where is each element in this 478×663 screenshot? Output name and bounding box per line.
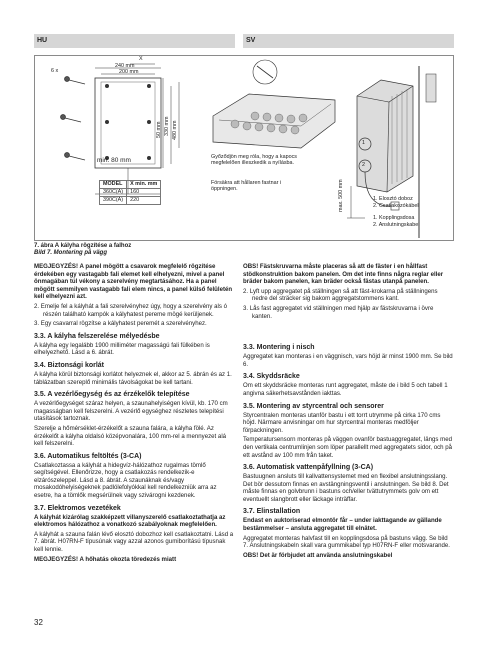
- section-title: 3.4. Biztonsági korlát: [34, 361, 105, 369]
- section-title: 3.5. Montering av styrcentral och sensorer: [243, 402, 384, 410]
- lang-bar-sv: [243, 34, 454, 48]
- dim-330-label: 330 mm: [164, 116, 170, 136]
- warning-sv: OBS! Fästskruvarna måste placeras så att de fäster i en hållfast stödkonstruktion bakom panelen. Om det inte finns några reglar eller bräder bakom panelen, kan bräder också fästas utanpå panelen.: [243, 263, 444, 286]
- dim-x-label: X: [139, 56, 143, 62]
- section-title: 3.6. Automatisk vattenpåfyllning (3-CA): [243, 464, 374, 472]
- legend-item: 2. Csatlakozókábel: [373, 203, 419, 209]
- section-title: 3.3. Montering i nisch: [243, 344, 315, 352]
- table-row: [100, 197, 161, 205]
- section-text: A kályhát a szauna falán lévő elosztó dobozhoz kell csatlakoztatni. Lásd a 7. ábrát. H07RN-F típusúnak vagy azzal azonos gumiborítású típusnak kell lennie.: [34, 530, 234, 554]
- max500-label: max. 500 mm: [338, 179, 344, 212]
- table-cell: 220: [127, 197, 161, 205]
- section-title: 3.3. A kályha felszerelése mélyedésbe: [34, 332, 160, 340]
- table-cell: 160: [127, 189, 161, 197]
- figure-caption-sv-text: Bild 7. Montering på vägg: [34, 250, 108, 256]
- legend-item: 1. Elosztó doboz: [373, 196, 413, 202]
- dim-240-label: 240 mm: [115, 63, 135, 69]
- section-text: Aggregatet kan monteras i en väggnisch, vars höjd är minst 1900 mm. Se bild 6.: [243, 353, 453, 368]
- section-text: Szerelje a hőmérséklet-érzékelőt a szauna falára, a kályha fölé. Az érzékelőt a kályha oldalsó középvonalára, 100 mm-rel a mennyezet alá kell felszerelni.: [34, 424, 227, 448]
- model-table: [99, 180, 161, 205]
- section-text: A vezérlőegységet száraz helyen, a szaunahelyiségen kívül, kb. 170 cm magasságban kell felszerelni. A vezérlő egységhez részletes telepítési utasítások tartoznak.: [34, 400, 228, 423]
- section-note: MEGJEGYZÉS! A hőhatás okozta töredezés miatt: [34, 555, 177, 563]
- page-number: 32: [34, 618, 43, 627]
- warning-hu: MEGJEGYZÉS! A panel mögött a csavarok megfelelő rögzítése érdekében egy vastagabb fali elemet kell elhelyezni, mivel a panel önmagában túl vékony a szerelvény megtartásához. Ha a panel mögött semmilyen vastagabb fali elem nincs, a panel külső felületén kell elhelyezni azt.: [34, 263, 233, 301]
- column-hu: [34, 263, 235, 565]
- figure-7-wall-mount: [34, 55, 454, 241]
- dim-6x-label: 6 x: [51, 68, 59, 74]
- circle-label-2: 2: [362, 162, 365, 168]
- section-text: Csatlakoztassa a kályhát a hidegvíz-hálózathoz rugalmas tömlő segítségével. Ellenőrizze, hogy a csatlakozás rendelkezik-e elzárószeleppel. Lásd a 8. ábrát. A szaunáknak és/vagy mosakodóhelyiségeknek padlólefolyókkal kell rendelkezniük arra az esetre, ha a tömlők megsérülnek vagy szivárogni kezdenek.: [34, 461, 217, 500]
- section-title: 3.7. Elektromos vezetékek: [34, 504, 121, 512]
- section-title: 3.5. A vezérlőegység és az érzékelők telepítése: [34, 391, 190, 399]
- table-cell: 360C(A): [100, 189, 127, 197]
- section-title: 3.6. Automatikus feltöltés (3-CA): [34, 452, 142, 460]
- section-text: Aggregatet monteras halvfast till en kopplingsdosa på bastuns vägg. Se bild 7. Anslutningskabeln skall vara gummikabel typ H07RN-F eller motsvarande.: [243, 534, 450, 550]
- figure-note-hu: Győződjön meg róla, hogy a kapocs megfelelően illeszkedik a nyílásba.: [211, 154, 298, 167]
- section-text: Bastuugnen ansluts till kallvattensystemet med en flexibel anslutningsslang. Det bör dessutom finnas en avstängningsventil i anslutningen. Se bild 8. Det måste finnas en golvbrunn i bastuns och/eller tvättutrymmets golv om ett eventuellt slangbrott eller läckage inträffar.: [243, 473, 449, 503]
- column-sv: [243, 263, 454, 561]
- section-text-bold: A kályhát kizárólag szakképzett villanyszerelő csatlakoztathatja az elektromos hálózathoz a vonatkozó szabályoknak megfelelően.: [34, 513, 226, 529]
- min80-label: min. 80 mm: [97, 157, 131, 164]
- section-text: A kályha egy legalább 1900 milliméter magasságú fali fülkében is elhelyezhető. Lásd a 6. ábrát.: [34, 341, 210, 357]
- section-note: OBS! Det är förbjudet att använda anslutningskabel: [243, 551, 393, 559]
- lang-label-sv: SV: [246, 37, 256, 44]
- dim-50-label: 50 mm: [156, 121, 162, 138]
- figure-note-sv: Försäkra att hållaren fastnar i öppningen.: [211, 180, 282, 193]
- section-title: 3.7. Elinstallation: [243, 508, 301, 516]
- lang-bar-hu: [34, 34, 235, 48]
- section-title: 3.4. Skyddsräcke: [243, 373, 300, 381]
- section-text: Om ett skyddsräcke monteras runt aggregatet, måste de i bild 5 och tabell 1 angivna säkerhetsavstånden iakttas.: [243, 382, 448, 397]
- list-item: 3. Lås fast aggregatet vid ställningen med hjälp av fästskruvarna i övre kanten.: [243, 304, 434, 320]
- section-text: Styrcentralen monteras utanför bastu i ett torrt utrymme på cirka 170 cms höjd. Närmare anvisningar om hur styrcentral monteras medföljer förpackningen.: [243, 411, 441, 434]
- list-item: 2. Lyft upp aggregatet på ställningen så att fäst-krokarna på ställningens nedre del sträcker sig bakom aggregatstommens kant.: [243, 287, 438, 303]
- dim-200-label: 200 mm: [119, 69, 139, 75]
- table-header-cell: X min. mm: [127, 181, 161, 189]
- legend-item: 1. Kopplingsdosa: [373, 215, 415, 221]
- dim-480-label: 480 mm: [172, 120, 178, 140]
- circle-label-1: 1: [362, 140, 365, 146]
- section-text: A kályha körül biztonsági korlátot helyeznek el, akkor az 5. ábrán és az 1. táblázatban szereplő minimális távolságokat be kell tartani.: [34, 370, 232, 386]
- figure-caption-sv: [34, 250, 107, 257]
- table-cell: 390C(A): [100, 197, 127, 205]
- section-text-bold: Endast en auktoriserad elmontör får – under iakttagande av gällande bestämmelser – ansluta aggregatet till elnätet.: [243, 517, 442, 533]
- legend-item: 2. Anslutningskabel: [373, 222, 420, 228]
- section-text: Temperatursensorn monteras på väggen ovanför bastuaggregatet, längs med den vertikala centrumlinjen som löper parallellt med aggregatets sidor, och på ett avstånd av 100 mm från taket.: [243, 436, 453, 459]
- table-header-cell: MODEL: [100, 181, 127, 189]
- list-item: 3. Egy csavarral rögzítse a kályhatest peremét a szerelvényhez.: [34, 320, 207, 328]
- lang-label-hu: HU: [37, 37, 48, 44]
- figure-caption-hu: 7. ábra A kályha rögzítése a falhoz: [34, 243, 132, 249]
- list-item: 2. Emelje fel a kályhát a fali szerelvényhez úgy, hogy a szerelvény als ó részén található kampók a kályhatest pereme mögé kerüljenek.: [34, 302, 227, 318]
- table-row: [100, 181, 161, 189]
- table-row: [100, 189, 161, 197]
